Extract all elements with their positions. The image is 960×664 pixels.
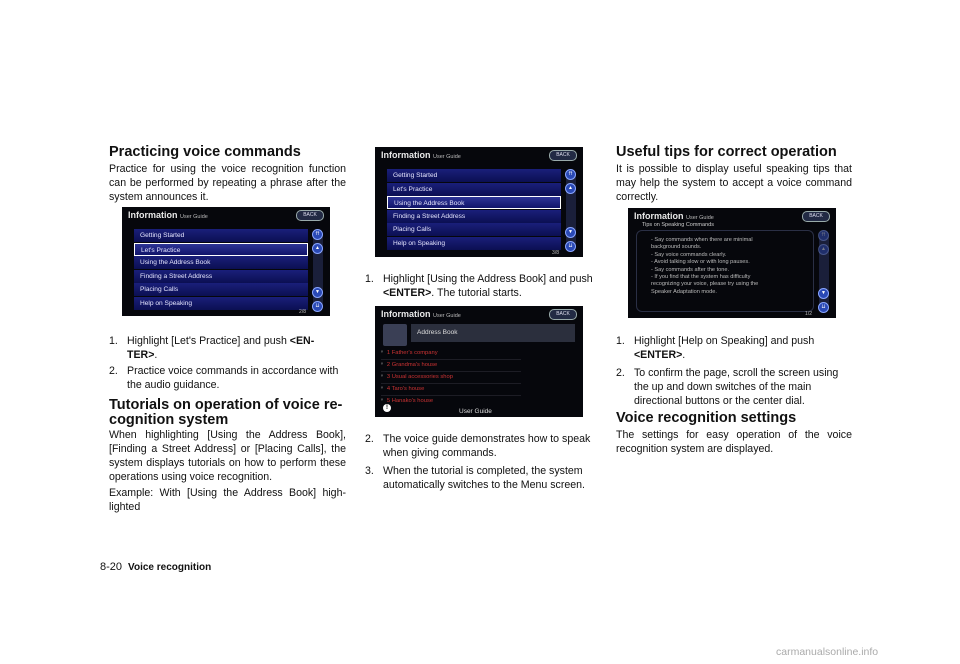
screen-title: Information User Guide [634,211,714,221]
paragraph: The settings for easy operation of the voice recognition system are displayed. [616,429,852,455]
section-heading: Voice recognition settings [616,410,797,426]
page-indicator: 2/8 [299,309,306,315]
info-icon: ! [383,404,391,412]
step-item: 2. Practice voice commands in accordance with the audio guidance. [109,365,339,391]
section-heading: Useful tips for correct operation [616,144,837,160]
paragraph: When highlighting [Using the Address Book], [Finding a Street Address] or [Placing Calls], the system displays tutorials on how to perform these operations using voice recognition. [109,429,346,483]
step-item: 1. Highlight [Help on Speaking] and push <ENTER>. [616,335,815,361]
step-item: 1. Highlight [Using the Address Book] and push <ENTER>. The tutorial starts. [365,273,593,299]
entry-list [381,348,521,407]
menu-item: Placing Calls [387,223,561,236]
page-footer [100,561,211,573]
banner: Address Book [411,324,575,342]
page-indicator: 3/8 [552,250,559,256]
menu-item: Help on Speaking [134,297,308,310]
menu-item: Getting Started [134,229,308,242]
back-button: BACK [296,210,324,221]
list-item: ᵛ 4 Taro's house [381,384,521,396]
menu-item: Finding a Street Address [134,270,308,283]
menu-item: Getting Started [387,169,561,182]
intro-paragraph: It is possible to display useful speaking tips that may help the system to accept a voice command correctly. [616,163,852,203]
menu-item: Using the Address Book [134,256,308,269]
step-item: 2. To confirm the page, scroll the screen using the up and down switches of the main directional buttons or the center dial. [616,367,839,407]
screen-title: Information User Guide [381,309,461,319]
step-item: 1. Highlight [Let's Practice] and push <EN- TER>. [109,335,315,361]
menu-item: Let's Practice [387,183,561,196]
menu-list [387,169,561,251]
voice-icon: ᵛ [381,362,383,368]
list-item: ᵛ 1 Father's company [381,348,521,360]
voice-icon: ᵛ [381,386,383,392]
watermark: carmanualsonline.info [776,646,879,658]
list-item: ᵛ 3 Usual accessories shop [381,372,521,384]
intro-paragraph: Practice for using the voice recognition function can be performed by repeating a phrase after the system announces it. [109,163,346,203]
section-heading: Practicing voice commands [109,144,301,160]
menu-item: Finding a Street Address [387,210,561,223]
screen-title: Information User Guide [381,150,461,160]
screenshot-tutorial [375,306,583,417]
voice-icon: ᵛ [381,398,383,404]
menu-list [134,229,308,311]
double-up-arrow-icon: ⇈ [565,169,576,180]
guide-label: User Guide [459,408,492,415]
book-icon [383,324,407,346]
screen-title: Information User Guide [128,210,208,220]
double-up-arrow-icon: ⇈ [312,229,323,240]
double-up-arrow-icon: ⇈ [818,230,829,241]
list-item: ᵛ 5 Hanako's house [381,398,434,404]
down-arrow-icon: ▼ [818,288,829,299]
screenshot-practice-menu [122,207,330,316]
list-item: ᵛ 2 Grandma's house [381,360,521,372]
back-button: BACK [802,211,830,222]
step-item: 2. The voice guide demonstrates how to speak when giving commands. [365,433,591,459]
screenshot-address-book-menu [375,147,583,257]
section-heading: Tutorials on operation of voice re- cognition system [109,397,343,428]
tips-panel [636,230,814,312]
section-name: Voice recognition [128,562,212,573]
double-down-arrow-icon: ⇊ [312,301,323,312]
down-arrow-icon: ▼ [565,227,576,238]
tips-text: - Say commands when there are minimal background sounds. - Say voice commands clearly. - Avoid talking slow or with long pauses. - Say commands after the tone. - If you find that the system has difficulty recognizing your voice, please try using the Speaker Adaptation mode. [651,237,759,295]
double-down-arrow-icon: ⇊ [818,302,829,313]
menu-item: Placing Calls [134,283,308,296]
menu-item-selected: Let's Practice [134,243,308,256]
down-arrow-icon: ▼ [312,287,323,298]
screenshot-speaking-tips [628,208,836,318]
page-indicator: 1/2 [805,311,812,317]
voice-icon: ᵛ [381,374,383,380]
tips-caption: Tips on Speaking Commands [642,222,714,228]
back-button: BACK [549,309,577,320]
up-arrow-icon: ▲ [818,244,829,255]
voice-icon: ᵛ [381,350,383,356]
double-down-arrow-icon: ⇊ [565,241,576,252]
back-button: BACK [549,150,577,161]
menu-item: Help on Speaking [387,237,561,250]
paragraph: Example: With [Using the Address Book] high- lighted [109,487,346,513]
page-number: 8-20 [100,561,123,573]
step-item: 3. When the tutorial is completed, the system automatically switches to the Menu screen. [365,465,585,491]
up-arrow-icon: ▲ [312,243,323,254]
menu-item-selected: Using the Address Book [387,196,561,209]
up-arrow-icon: ▲ [565,183,576,194]
